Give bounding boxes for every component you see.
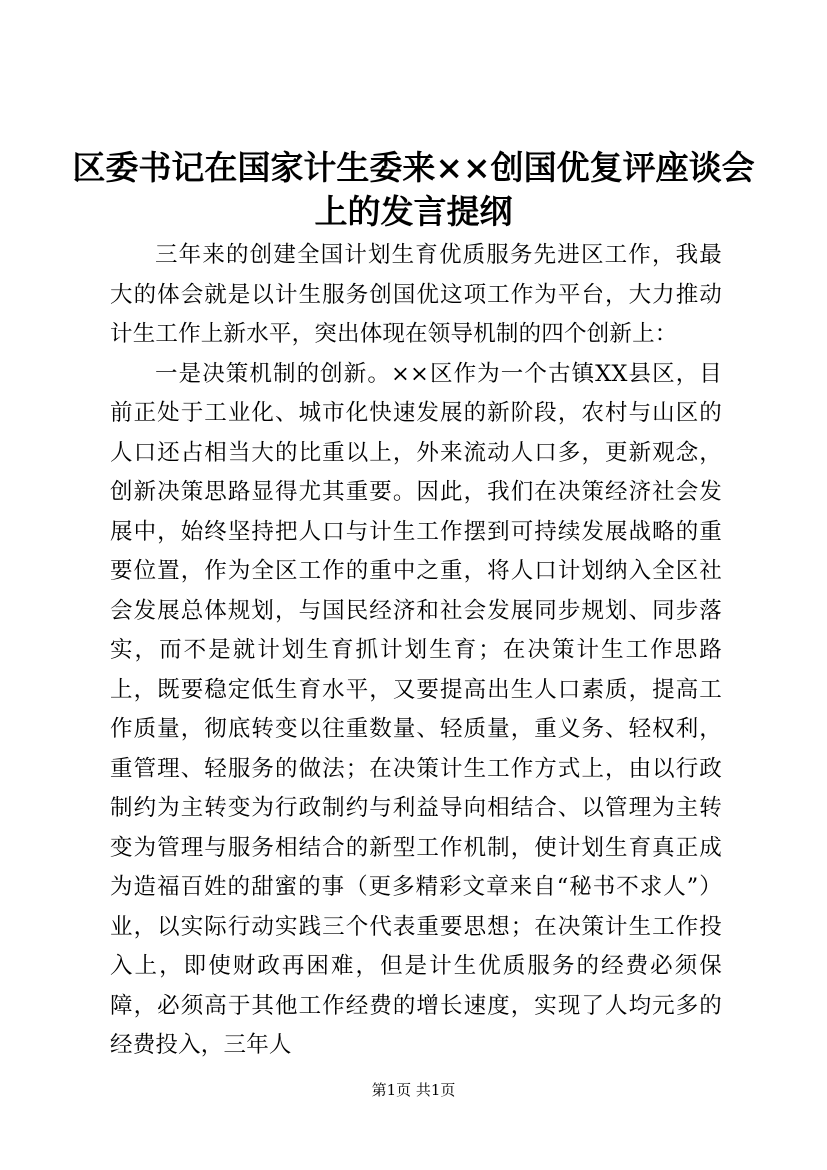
paragraph-decision-mechanism: 一是决策机制的创新。××区作为一个古镇XX县区，目前正处于工业化、城市化快速发展的新阶段，农村与山区的人口还占相当大的比重以上，外来流动人口多，更新观念，创新决策思路显得尤其重要。因此，我们在决策经济社会发展中，始终坚持把人口与计生工作摆到可持续发展战略的重要位置，作为全区工作的重中之重，将人口计划纳入全区社会发展总体规划，与国民经济和社会发展同步规划、同步落实，而不是就计划生育抓计划生育；在决策计生工作思路上，既要稳定低生育水平，又要提高出生人口素质，提高工作质量，彻底转变以往重数量、轻质量，重义务、轻权利，重管理、轻服务的做法；在决策计生工作方式上，由以行政制约为主转变为行政制约与利益导向相结合、以管理为主转变为管理与服务相结合的新型工作机制，使计划生育真正成为造福百姓的甜蜜的事（更多精彩文章来自“秘书不求人”）业，以实际行动实践三个代表重要思想；在决策计生工作投入上，即使财政再困难，但是计生优质服务的经费必须保障，必须高于其他工作经费的增长速度，实现了人均元多的经费投入，三年人	[110, 360, 722, 1058]
document-body	[110, 236, 722, 1066]
page-footer: 第1页 共1页	[371, 1081, 456, 1099]
document-title: 区委书记在国家计生委来××创国优复评座谈会上的发言提纲	[72, 148, 755, 231]
paragraph-intro: 三年来的创建全国计划生育优质服务先进区工作，我最大的体会就是以计生服务创国优这项工作为平台，大力推动计生工作上新水平，突出体现在领导机制的四个创新上：	[110, 242, 722, 347]
